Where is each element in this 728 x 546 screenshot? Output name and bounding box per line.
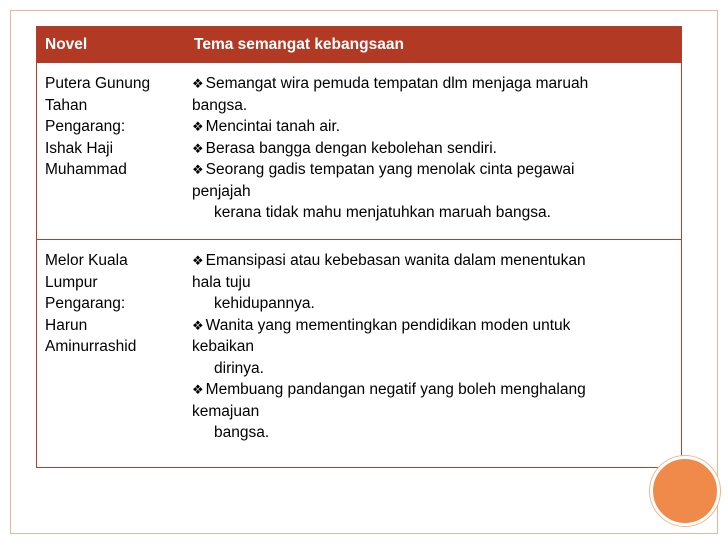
decorative-circle bbox=[650, 456, 720, 526]
diamond-bullet-icon: ❖ bbox=[192, 119, 204, 134]
theme-line: ❖ Mencintai tanah air. bbox=[192, 118, 341, 135]
theme-line: kemajuan bbox=[192, 402, 260, 420]
diamond-bullet-icon: ❖ bbox=[192, 382, 204, 397]
theme-line: ❖ Membuang pandangan negatif yang boleh menghalang bbox=[192, 381, 586, 398]
theme-line: dirinya. bbox=[214, 359, 264, 377]
themes-table bbox=[36, 26, 682, 468]
theme-line: ❖ Berasa bangga dengan kebolehan sendiri. bbox=[192, 139, 497, 157]
diamond-bullet-icon: ❖ bbox=[192, 162, 204, 177]
diamond-bullet-icon: ❖ bbox=[192, 76, 204, 91]
table-row-2-theme bbox=[192, 250, 586, 444]
diamond-bullet-icon: ❖ bbox=[192, 140, 204, 156]
theme-line: hala tuju bbox=[192, 273, 251, 291]
novel-line: Pengarang: bbox=[45, 118, 126, 135]
theme-line: kerana tidak mahu menjatuhkan maruah bangsa. bbox=[214, 204, 551, 221]
diamond-bullet-icon: ❖ bbox=[192, 253, 204, 268]
theme-line: ❖ Seorang gadis tempatan yang menolak cinta pegawai bbox=[192, 161, 575, 178]
column-divider bbox=[184, 63, 185, 467]
novel-line: Putera Gunung bbox=[45, 75, 151, 92]
theme-line: ❖ Wanita yang mementingkan pendidikan moden untuk bbox=[192, 316, 571, 334]
theme-line: ❖ Semangat wira pemuda tempatan dlm menjaga maruah bbox=[192, 75, 589, 92]
theme-line: kehidupannya. bbox=[214, 295, 315, 312]
table-row-1-theme bbox=[192, 73, 588, 224]
header-novel: Novel bbox=[45, 36, 88, 53]
header-theme: Tema semangat kebangsaan bbox=[194, 36, 404, 53]
novel-line: Pengarang: bbox=[45, 295, 126, 312]
theme-line: ❖ Emansipasi atau kebebasan wanita dalam menentukan bbox=[192, 252, 586, 269]
novel-line: Aminurrashid bbox=[45, 338, 137, 355]
table-row-1-novel bbox=[45, 73, 150, 181]
theme-line: bangsa. bbox=[214, 424, 270, 441]
theme-line: bangsa. bbox=[192, 96, 248, 114]
diamond-bullet-icon: ❖ bbox=[192, 317, 204, 333]
theme-line: penjajah bbox=[192, 182, 251, 200]
table-row-2-novel bbox=[45, 250, 136, 358]
novel-line: Lumpur bbox=[45, 273, 98, 291]
novel-line: Tahan bbox=[45, 96, 88, 114]
novel-line: Muhammad bbox=[45, 161, 127, 178]
table-header-row bbox=[37, 27, 681, 63]
novel-line: Ishak Haji bbox=[45, 139, 114, 157]
row-divider bbox=[37, 239, 681, 240]
theme-line: kebaikan bbox=[192, 338, 255, 355]
novel-line: Harun bbox=[45, 316, 88, 334]
novel-line: Melor Kuala bbox=[45, 252, 128, 269]
